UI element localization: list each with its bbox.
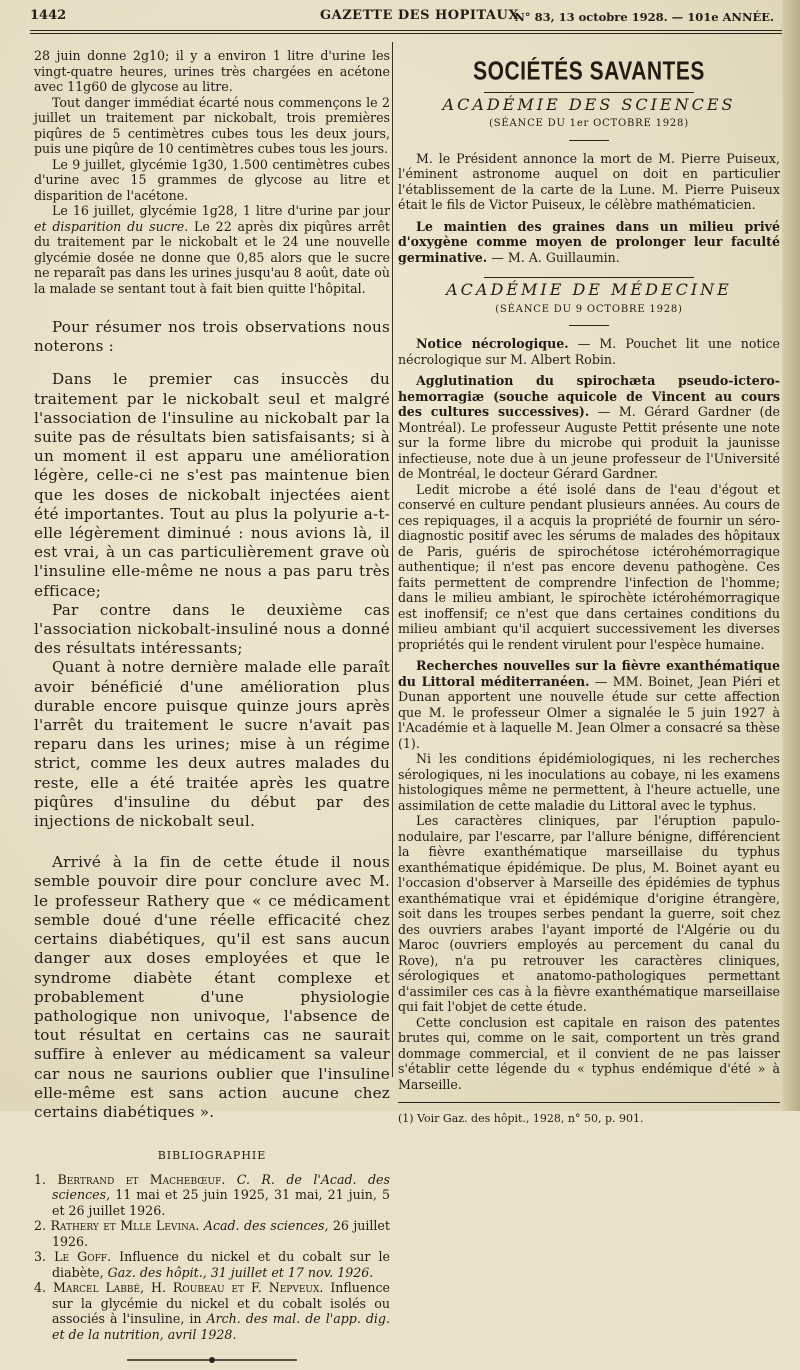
paragraph: Ledit microbe a été isolé dans de l'eau d'égout et conservé en culture pendant plusieurs années. Au cours de ces repiquages, il a acquis la propriété de fournir un séro-diagnostic positif avec les sérums de malades des hôpitaux de Paris, guéris de spirochétose ictérohémorragique authentique; il n'est pas encore devenu pathogène. Ces faits permettent de comprendre l'infection de l'homme; dans le milieu ambiant, le spirochète ictérohémorragique est inoffensif; ce n'est que dans certaines conditions du milieu ambiant qu'il acquiert successivement les diverses propriétés qui le rendent virulent pour l'espèce humaine. <box>398 481 780 652</box>
right-column <box>398 58 780 1127</box>
bibliography-title: BIBLIOGRAPHIE <box>157 1149 267 1163</box>
paragraph <box>34 203 390 296</box>
header-rule-top <box>30 30 782 31</box>
bib-title: Influence sur la glycémie du nickel et du cobalt isolés ou associés à l'insuline, in <box>52 1280 390 1327</box>
paragraph <box>398 373 780 482</box>
end-ornament <box>34 1354 390 1370</box>
footnote: (1) Voir Gaz. des hôpit., 1928, n° 50, p. 901. <box>398 1112 644 1125</box>
paragraph-text: Le 16 juillet, glycémie 1g28, 1 litre d'urine par jour <box>52 203 390 218</box>
paragraph-title: Agglutination du spirochæta pseudo-ictero-hemorragiæ (souche aquicole de Vincent au cours des cultures successives). <box>398 373 780 419</box>
bib-number: 4. <box>34 1280 47 1296</box>
header-rule-bottom <box>30 33 782 34</box>
paragraph <box>398 219 780 266</box>
paragraph <box>398 658 780 751</box>
bibliography-list <box>34 1172 390 1343</box>
bibliography-item <box>34 1172 390 1219</box>
academy-heading: ACADÉMIE DE MÉDECINE <box>446 280 732 299</box>
paragraph-author: — M. A. Guillaumin. <box>491 249 620 265</box>
column-divider <box>392 42 393 1077</box>
paragraph: 28 juin donne 2g10; il y a environ 1 litre d'urine les vingt-quatre heures, urines très chargées en acétone avec 11g60 de glycose au litre. <box>34 48 390 94</box>
bib-number: 3. <box>34 1249 47 1265</box>
paragraph <box>398 336 780 367</box>
academy-heading: ACADÉMIE DES SCIENCES <box>442 94 736 114</box>
heading-rule <box>484 92 694 93</box>
paragraph-title: Recherches nouvelles sur la fièvre exanthématique du Littoral méditerranéen. <box>398 658 780 689</box>
bib-number: 2. <box>34 1218 47 1234</box>
paragraph: M. le Président annonce la mort de M. Pierre Puiseux, l'éminent astronome auquel on doit en particulier l'établissement de la carte de la Lune. M. Pierre Puiseux était le fils de Victor Puiseux, le célèbre mathématicien. <box>398 150 780 212</box>
bib-ref: 11 mai et 25 juin 1925, 31 mai, 21 juin, 5 et 26 juillet 1926. <box>52 1187 390 1218</box>
paragraph: Cette conclusion est capitale en raison des patentes brutes qui, comme on le sait, comportent un très grand dommage commercial, et il convient de ne pas laisser s'établir cette légende du « typhus endémique d'été » à Marseille. <box>398 1014 780 1092</box>
bib-ref: 26 juillet 1926. <box>52 1218 390 1249</box>
running-header <box>30 6 780 28</box>
bib-ref: Gaz. des hôpit., 31 juillet et 17 nov. 1926. <box>107 1264 374 1280</box>
left-column <box>34 48 390 1370</box>
paragraph-title: Notice nécrologique. <box>416 336 569 351</box>
bib-ref: Arch. des mal. de l'app. dig. et de la nutrition, avril 1928. <box>52 1311 390 1342</box>
bib-title: Acad. des sciences, <box>203 1218 329 1234</box>
bib-author: Bertrand et Machebœuf. <box>57 1171 226 1187</box>
paragraph: Dans le premier cas insuccès du traitement par le nickobalt seul et malgré l'association de l'insuline au nickobalt par la suite pas de résultats bien satisfaisants; si à un moment il est apparu une amélioration légère, celle-ci ne s'est pas maintenue bien que les doses de nickobalt injectées aient été importantes. Tout au plus la polyurie a-t-elle légèrement diminué : nous avions là, il est vrai, à un cas particulièrement grave où l'insuline elle-même ne nous a pas paru très efficace; <box>34 370 390 600</box>
paragraph-text: — M. Pouchet lit une notice nécrologique sur M. Albert Robin. <box>398 336 780 367</box>
section-heading: SOCIÉTÉS SAVANTES <box>473 57 705 86</box>
paragraph-text: Le 22 après dix piqûres arrêt du traitement par le nickobalt et le 24 une nouvelle glycémie dosée ne donne que 0,85 alors que le sucre ne reparaît pas dans les urines jusqu'au 8 août, date où la malade se sentant tout à fait bien quitte l'hôpital. <box>34 218 390 296</box>
paragraph: Pour résumer nos trois observations nous noterons : <box>34 318 390 356</box>
paragraph-title: Le maintien des graines dans un milieu privé d'oxygène comme moyen de prolonger leur faculté germinative. <box>398 218 780 265</box>
bib-title: Influence du nickel et du cobalt sur le diabète, <box>52 1249 390 1280</box>
footnote-rule <box>398 1102 780 1103</box>
bib-author: Marcel Labbé, H. Roubeau et F. Nepveux. <box>52 1280 324 1296</box>
session-date: (SÉANCE DU 1er OCTOBRE 1928) <box>489 118 689 129</box>
paragraph: Les caractères cliniques, par l'éruption papulo-nodulaire, par l'escarre, par l'allure bénigne, différencient la fièvre exanthématique marseillaise du typhus exanthématique épidémique. De plus, M. Boinet ayant eu l'occasion d'observer à Marseille des épidémies de typhus exanthématique vrai et épidémique d'origine étrangère, soit dans les troupes serbes pendant la guerre, soit chez des ouvriers arabes l'ayant importé de l'Algérie ou du Maroc (ouvriers employés au percement du canal du Rove), n'a pu retrouver les caractères cliniques, sérologiques et anatomo-pathologiques permettant d'assimiler ces cas à la fièvre exanthématique marseillaise qui fait l'objet de cette étude. <box>398 813 780 1014</box>
bib-number: 1. <box>34 1171 47 1187</box>
bibliography-item <box>34 1249 390 1280</box>
bibliography-item <box>34 1280 390 1342</box>
paragraph-italic: et disparition du sucre. <box>34 218 189 234</box>
paragraph: Le 9 juillet, glycémie 1g30, 1.500 centimètres cubes d'urine avec 15 grammes de glycose au litre et disparition de l'acétone. <box>34 156 390 203</box>
paragraph: Tout danger immédiat écarté nous commençons le 2 juillet un traitement par nickobalt, trois premières piqûres de 5 centimètres cubes tous les deux jours, puis une piqûre de 10 centimètres cubes tous les jours. <box>34 94 390 156</box>
bibliography-item <box>34 1218 390 1249</box>
bib-title: C. R. de l'Acad. des sciences, <box>52 1171 390 1203</box>
issue-info: N° 83, 13 octobre 1928. — 101e ANNÉE. <box>514 10 774 24</box>
paragraph: Arrivé à la fin de cette étude il nous semble pouvoir dire pour conclure avec M. le professeur Rathery que « ce médicament semble doué d'une réelle efficacité chez certains diabétiques, qu'il est sans aucun danger aux doses employées et que le syndrome diabète étant complexe et probablement d'une physiologie pathologique non univoque, l'absence de tout résultat en certains cas ne saurait suffire à enlever au médicament sa valeur car nous ne saurions oublier que l'insuline elle-même est sans action aucune chez certains diabétiques ». <box>34 853 390 1121</box>
journal-title: GAZETTE DES HOPITAUX <box>320 8 519 23</box>
short-rule <box>569 325 609 326</box>
section-rule <box>484 277 694 278</box>
summary-section <box>34 318 390 1122</box>
paragraph: Ni les conditions épidémiologiques, ni les recherches sérologiques, ni les inoculations au cobaye, ni les examens histologiques même ne permettent, à l'heure actuelle, une assimilation de cette maladie du Littoral avec le typhus. <box>398 751 780 813</box>
paragraph: Par contre dans le deuxième cas l'association nickobalt-insuliné nous a donné des résultats intéressants; <box>34 600 390 658</box>
paragraph-text: — MM. Boinet, Jean Piéri et Dunan apportent une nouvelle étude sur cette affection que M. le professeur Olmer a signalée le 5 juin 1927 à l'Académie et à laquelle M. Jean Olmer a consacré sa thèse (1). <box>398 673 780 751</box>
page-number: 1442 <box>30 8 67 23</box>
bib-author: Le Goff. <box>54 1249 112 1265</box>
short-rule <box>569 140 609 141</box>
session-date: (SÉANCE DU 9 OCTOBRE 1928) <box>495 303 683 315</box>
ornament-rule-icon <box>127 1356 297 1364</box>
page-edge-shadow <box>782 0 800 1111</box>
bib-author: Rathery et Mlle Levina. <box>50 1218 200 1234</box>
paragraph-text: — M. Gérard Gardner (de Montréal). Le professeur Auguste Pettit présente une note sur la forme libre du microbe qui produit la jaunisse infectieuse, note due à un jeune professeur de l'Université de Montréal, le docteur Gérard Gardner. <box>398 404 780 481</box>
paragraph: Quant à notre dernière malade elle paraît avoir bénéficié d'une amélioration plus durable encore puisque quinze jours après l'arrêt du traitement le sucre n'avait pas reparu dans les urines; mise à un régime strict, comme les deux autres malades du reste, elle a été traitée après les quatre piqûres d'insuline du début par des injections de nickobalt seul. <box>34 658 390 831</box>
